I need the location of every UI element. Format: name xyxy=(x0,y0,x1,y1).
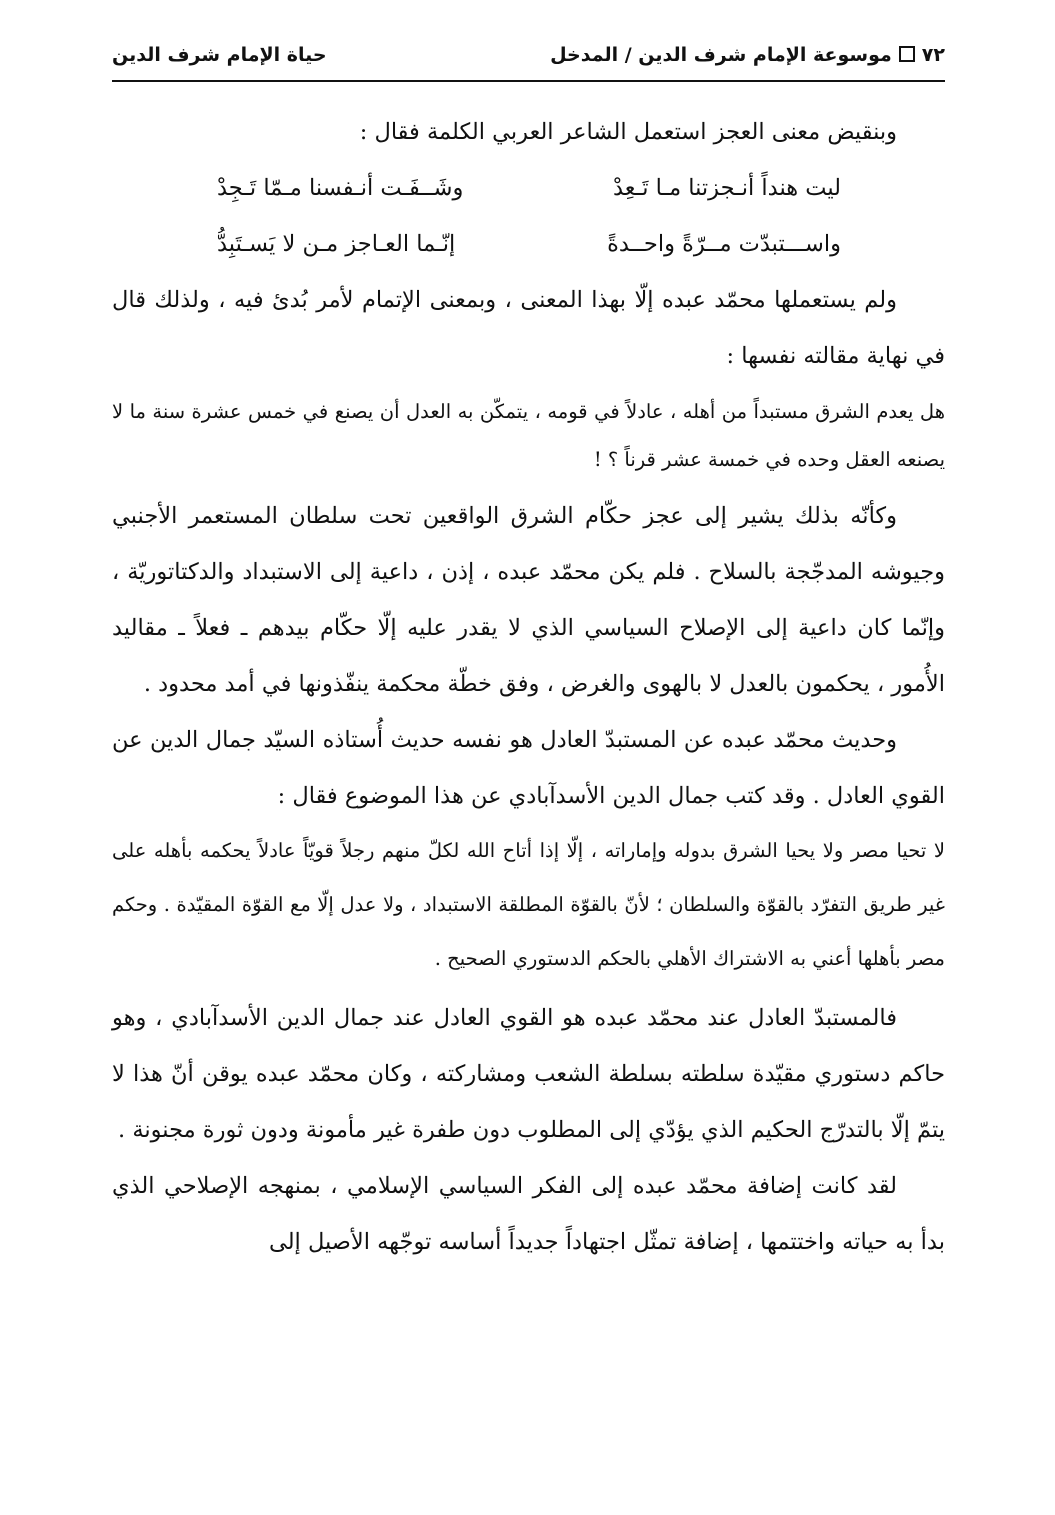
header-divider xyxy=(112,80,945,82)
paragraph-6: لقد كانت إضافة محمّد عبده إلى الفكر السياسي الإسلامي ، بمنهجه الإصلاحي الذي بدأ به حياته واختتمها ، إضافة تمثّل اجتهاداً جديداً أساسه توجّهه الأصيل إلى xyxy=(112,1173,945,1255)
verse-1-second-hemistich: وشَــفَـت أنـفسنا مـمّا تَـجِدْ xyxy=(217,175,464,201)
verse-1-first-hemistich: ليت هنداً أنـجزتنا مـا تَـعِدْ xyxy=(612,175,841,201)
poem-verse-1 xyxy=(112,160,945,216)
square-ornament-icon xyxy=(899,46,915,62)
paragraph-5: فالمستبدّ العادل عند محمّد عبده هو القوي العادل عند جمال الدين الأسدآبادي ، وهو حاكم دستوري مقيّدة سلطته بسلطة الشعب ومشاركته ، وكان محمّد عبده يوقن أنّ هذا لا يتمّ إلّا بالتدرّج الحكيم الذي يؤدّي إلى المطلوب دون طفرة غير مأمونة ودون ثورة مجنونة . xyxy=(112,1005,945,1143)
paragraph-4: وحديث محمّد عبده عن المستبدّ العادل هو نفسه حديث أُستاذه السيّد جمال الدين عن القوي العادل . وقد كتب جمال الدين الأسدآبادي عن هذا الموضوع فقال : xyxy=(112,727,945,809)
paragraph-3: وكأنّه بذلك يشير إلى عجز حكّام الشرق الواقعين تحت سلطان المستعمر الأجنبي وجيوشه المدجّجة بالسلاح . فلم يكن محمّد عبده ، إذن ، داعية إلى الاستبداد والدكتاتوريّة ، وإنّما كان داعية إلى الإصلاح السياسي الذي لا يقدر عليه إلّا حكّام بيدهم ـ فعلاً ـ مقاليد الأُمور ، يحكمون بالعدل لا بالهوى والغرض ، وفق خطّة محكمة ينفّذونها في أمد محدود . xyxy=(112,503,945,697)
book-title: موسوعة الإمام شرف الدين / المدخل xyxy=(550,44,892,66)
block-quote-2: لا تحيا مصر ولا يحيا الشرق بدوله وإماراته ، إلّا إذا أتاح الله لكلّ منهم رجلاً قويّاً عادلاً يحكمه بأهله على غير طريق التفرّد بالقوّة والسلطان ؛ لأنّ بالقوّة المطلقة الاستبداد ، ولا عدل إلّا مع القوّة المقيّدة . وحكم مصر بأهلها أعني به الاشتراك الأهلي بالحكم الدستوري الصحيح . xyxy=(112,839,945,970)
poem-verse-2 xyxy=(112,216,945,272)
verse-2-first-hemistich: واســـتبدّت مــرّةً واحــدةً xyxy=(607,231,841,257)
verse-2-second-hemistich: إنّـما العـاجز مـن لا يَسـتَبِدُّ xyxy=(217,231,456,257)
paragraph-2: ولم يستعملها محمّد عبده إلّا بهذا المعنى ، وبمعنى الإتمام لأمر بُدئ فيه ، ولذلك قال في نهاية مقالته نفسها : xyxy=(112,287,945,369)
page-number: ٧٢ xyxy=(921,44,945,66)
header-right xyxy=(550,44,945,66)
page-body xyxy=(112,104,945,1270)
paragraph-1: وبنقيض معنى العجز استعمل الشاعر العربي الكلمة فقال : xyxy=(359,119,897,145)
section-title: حياة الإمام شرف الدين xyxy=(112,44,327,66)
running-header xyxy=(112,38,945,78)
block-quote-1: هل يعدم الشرق مستبداً من أهله ، عادلاً في قومه ، يتمكّن به العدل أن يصنع في خمس عشرة سنة ما لا يصنعه العقل وحده في خمسة عشر قرناً ؟ ! xyxy=(112,400,945,471)
